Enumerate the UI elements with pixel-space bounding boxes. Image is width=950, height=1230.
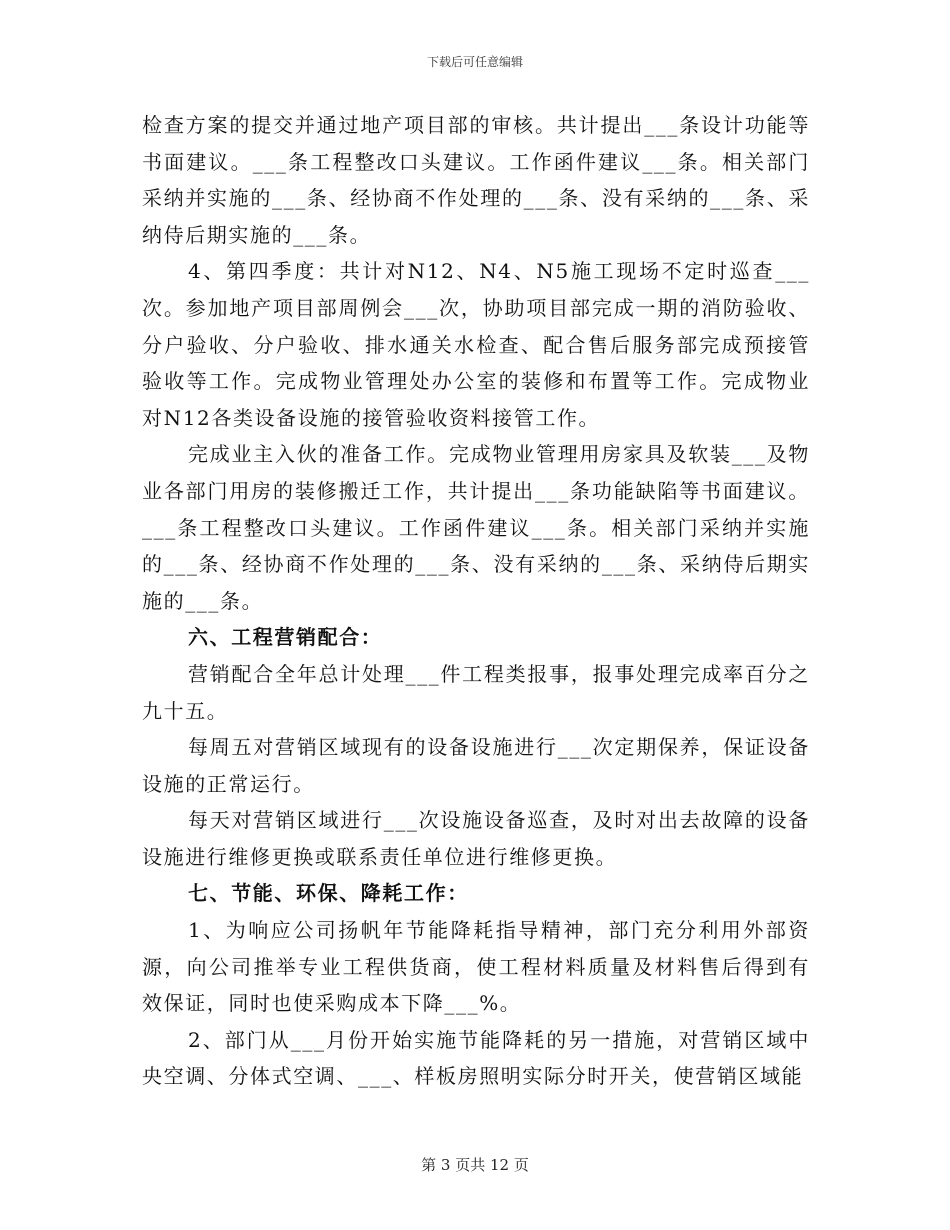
paragraph-marketing-2: 每周五对营销区域现有的设备设施进行___次定期保养，保证设备设施的正常运行。	[142, 735, 810, 796]
section-heading-energy: 七、节能、环保、降耗工作：	[188, 881, 469, 906]
paragraph-energy-2: 2、部门从___月份开始实施节能降耗的另一措施，对营销区域中央空调、分体式空调、___、样板房照明实际分时开关，使营销区域能	[142, 1027, 810, 1089]
page-header: 下载后可任意编辑	[426, 55, 523, 69]
paragraph-energy-1: 1、为响应公司扬帆年节能降耗指导精神，部门充分利用外部资源，向公司推举专业工程供货商，使工程材料质量及材料售后得到有效保证，同时也使采购成本下降___%。	[142, 918, 810, 1016]
paragraph-marketing-3: 每天对营销区域进行___次设施设备巡查，及时对出去故障的设备设施进行维修更换或联系责任单位进行维修更换。	[142, 808, 810, 869]
section-heading-marketing: 六、工程营销配合：	[188, 625, 383, 650]
document-body	[142, 107, 810, 1095]
page-footer: 第 3 页共 12 页	[421, 1156, 529, 1174]
paragraph-q4: 4、第四季度：共计对N12、N4、N5施工现场不定时巡查___次。参加地产项目部周例会___次，协助项目部完成一期的消防验收、分户验收、分户验收、排水通关水检查、配合售后服务部完成预接管验收等工作。完成物业管理处办公室的装修和布置等工作。完成物业对N12各类设备设施的接管验收资料接管工作。	[142, 259, 810, 430]
paragraph-continuation: 检查方案的提交并通过地产项目部的审核。共计提出___条设计功能等书面建议。___条工程整改口头建议。工作函件建议___条。相关部门采纳并实施的___条、经协商不作处理的___条、没有采纳的___条、采纳侍后期实施的___条。	[142, 113, 810, 247]
paragraph-move-in: 完成业主入伙的准备工作。完成物业管理用房家具及软装___及物业各部门用房的装修搬迁工作，共计提出___条功能缺陷等书面建议。___条工程整改口头建议。工作函件建议___条。相关部门采纳并实施的___条、经协商不作处理的___条、没有采纳的___条、采纳侍后期实施的___条。	[142, 442, 810, 613]
paragraph-marketing-1: 营销配合全年总计处理___件工程类报事，报事处理完成率百分之九十五。	[142, 661, 810, 723]
